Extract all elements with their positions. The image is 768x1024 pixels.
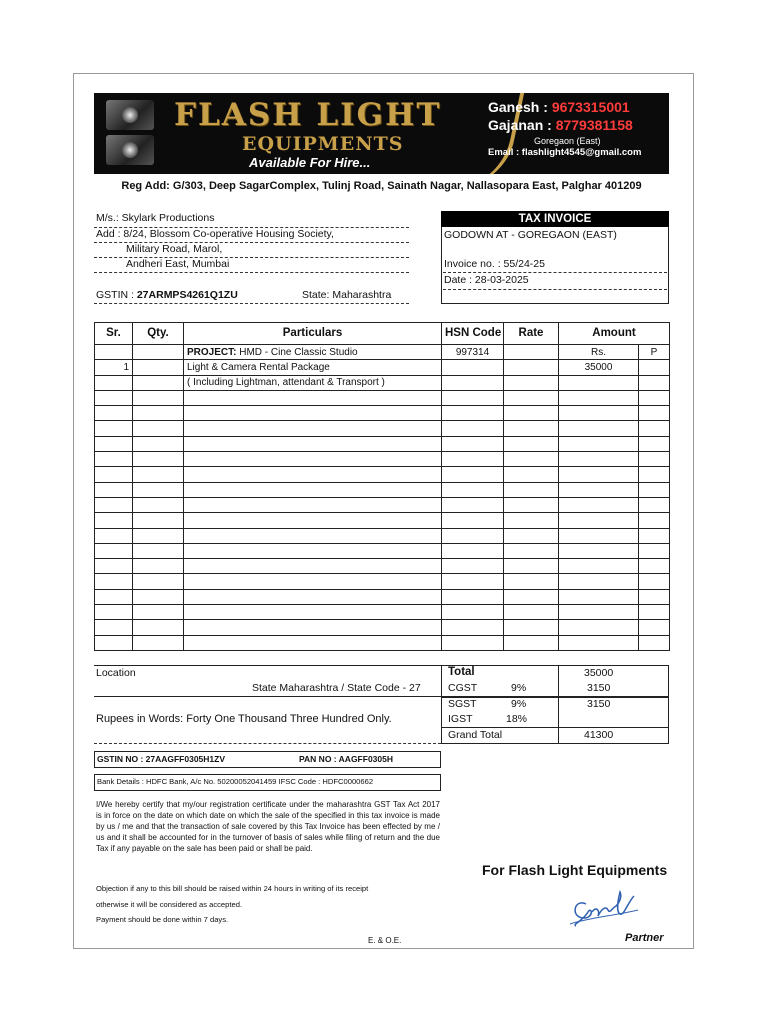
divider bbox=[94, 272, 409, 273]
objection-line2: otherwise it will be considered as accepted. bbox=[96, 900, 243, 909]
company-gstin: GSTIN NO : 27AAGFF0305H1ZV bbox=[97, 754, 226, 764]
empty-cell bbox=[504, 436, 559, 451]
empty-cell bbox=[559, 467, 639, 482]
email: Email : flashlight4545@gmail.com bbox=[488, 147, 642, 158]
empty-cell bbox=[442, 574, 504, 589]
table-row bbox=[95, 390, 670, 405]
empty-cell bbox=[639, 467, 670, 482]
empty-cell bbox=[184, 589, 442, 604]
grand-total-value: 41300 bbox=[584, 729, 614, 741]
cgst-value: 3150 bbox=[587, 682, 611, 694]
empty-cell bbox=[95, 467, 133, 482]
empty-cell bbox=[639, 497, 670, 512]
table-row bbox=[95, 345, 670, 360]
empty-cell bbox=[442, 421, 504, 436]
sgst-label: SGST bbox=[448, 698, 477, 710]
empty-cell bbox=[442, 589, 504, 604]
empty-cell bbox=[504, 559, 559, 574]
empty-cell bbox=[639, 406, 670, 421]
empty-cell bbox=[95, 436, 133, 451]
empty-cell bbox=[95, 543, 133, 558]
brand-name: FLASH LIGHT bbox=[174, 97, 442, 133]
cell-amount-rs: Rs. bbox=[559, 345, 639, 360]
header-hsn: HSN Code bbox=[442, 323, 504, 345]
table-header bbox=[95, 323, 670, 345]
empty-cell bbox=[504, 421, 559, 436]
tax-invoice-title: TAX INVOICE bbox=[441, 211, 669, 227]
contact-1: Ganesh : 9673315001 bbox=[488, 99, 630, 115]
cell-particulars: ( Including Lightman, attendant & Transport ) bbox=[184, 375, 442, 390]
cell-amount-rs: 35000 bbox=[559, 360, 639, 375]
empty-cell bbox=[639, 589, 670, 604]
total-label: Total bbox=[448, 666, 475, 678]
table-row bbox=[95, 482, 670, 497]
empty-cell bbox=[639, 635, 670, 650]
empty-cell bbox=[559, 406, 639, 421]
empty-cell bbox=[184, 390, 442, 405]
empty-cell bbox=[442, 497, 504, 512]
empty-cell bbox=[184, 605, 442, 620]
client-name: M/s.: Skylark Productions bbox=[96, 212, 215, 224]
table-row bbox=[95, 620, 670, 635]
table-row bbox=[95, 513, 670, 528]
empty-cell bbox=[559, 390, 639, 405]
empty-cell bbox=[95, 497, 133, 512]
empty-cell bbox=[442, 635, 504, 650]
empty-cell bbox=[442, 559, 504, 574]
empty-cell bbox=[504, 482, 559, 497]
objection-line1: Objection if any to this bill should be raised within 24 hours in writing of its receipt bbox=[96, 884, 369, 893]
empty-cell bbox=[184, 543, 442, 558]
empty-cell bbox=[639, 528, 670, 543]
empty-cell bbox=[639, 513, 670, 528]
table-row bbox=[95, 528, 670, 543]
empty-cell bbox=[95, 605, 133, 620]
cgst-label: CGST bbox=[448, 682, 478, 694]
table-row bbox=[95, 360, 670, 375]
igst-label: IGST bbox=[448, 713, 473, 725]
cell-hsn bbox=[442, 375, 504, 390]
cell-amount-p: P bbox=[639, 345, 670, 360]
light-icon bbox=[106, 135, 154, 165]
empty-cell bbox=[639, 436, 670, 451]
divider bbox=[443, 272, 667, 273]
empty-cell bbox=[504, 574, 559, 589]
empty-cell bbox=[133, 421, 184, 436]
empty-cell bbox=[504, 467, 559, 482]
empty-cell bbox=[133, 513, 184, 528]
empty-cell bbox=[639, 390, 670, 405]
igst-rate: 18% bbox=[506, 713, 528, 725]
empty-cell bbox=[133, 406, 184, 421]
empty-cell bbox=[133, 528, 184, 543]
signature bbox=[568, 888, 644, 928]
table-row bbox=[95, 589, 670, 604]
divider bbox=[94, 303, 409, 304]
items-table bbox=[94, 322, 670, 651]
empty-cell bbox=[442, 406, 504, 421]
cell-sr: 1 bbox=[95, 360, 133, 375]
registered-address: Reg Add: G/303, Deep SagarComplex, Tulinj Road, Sainath Nagar, Nallasopara East, Palghar 401209 bbox=[121, 180, 642, 192]
empty-cell bbox=[504, 406, 559, 421]
empty-cell bbox=[559, 482, 639, 497]
header-rate: Rate bbox=[504, 323, 559, 345]
tagline: Available For Hire... bbox=[249, 155, 371, 170]
empty-cell bbox=[639, 452, 670, 467]
empty-cell bbox=[133, 467, 184, 482]
empty-cell bbox=[504, 620, 559, 635]
cell-sr bbox=[95, 345, 133, 360]
divider bbox=[94, 743, 441, 744]
cgst-rate: 9% bbox=[511, 682, 527, 694]
empty-cell bbox=[95, 406, 133, 421]
empty-cell bbox=[184, 574, 442, 589]
empty-cell bbox=[184, 620, 442, 635]
table-row bbox=[95, 436, 670, 451]
cell-rate bbox=[504, 360, 559, 375]
camera-icon bbox=[106, 100, 154, 130]
empty-cell bbox=[559, 589, 639, 604]
empty-cell bbox=[133, 390, 184, 405]
partner-label: Partner bbox=[625, 932, 664, 944]
empty-cell bbox=[95, 390, 133, 405]
state-code: State Maharashtra / State Code - 27 bbox=[252, 682, 421, 694]
empty-cell bbox=[133, 452, 184, 467]
empty-cell bbox=[442, 436, 504, 451]
empty-cell bbox=[442, 513, 504, 528]
table-row bbox=[95, 375, 670, 390]
empty-cell bbox=[559, 497, 639, 512]
empty-cell bbox=[504, 497, 559, 512]
empty-cell bbox=[184, 467, 442, 482]
invoice-date: Date : 28-03-2025 bbox=[444, 274, 529, 286]
sgst-value: 3150 bbox=[587, 698, 611, 710]
empty-cell bbox=[133, 497, 184, 512]
cell-hsn bbox=[442, 360, 504, 375]
table-row bbox=[95, 559, 670, 574]
empty-cell bbox=[504, 513, 559, 528]
header-sr: Sr. bbox=[95, 323, 133, 345]
location-label: Location bbox=[96, 667, 136, 679]
empty-cell bbox=[95, 589, 133, 604]
empty-cell bbox=[95, 482, 133, 497]
company-banner bbox=[94, 93, 669, 174]
empty-cell bbox=[95, 452, 133, 467]
empty-cell bbox=[133, 436, 184, 451]
empty-cell bbox=[639, 559, 670, 574]
invoice-number: Invoice no. : 55/24-25 bbox=[444, 258, 545, 270]
empty-cell bbox=[559, 635, 639, 650]
empty-cell bbox=[639, 620, 670, 635]
divider bbox=[94, 665, 441, 666]
empty-cell bbox=[133, 635, 184, 650]
empty-cell bbox=[559, 513, 639, 528]
godown: GODOWN AT - GOREGAON (EAST) bbox=[444, 229, 617, 241]
empty-cell bbox=[184, 559, 442, 574]
empty-cell bbox=[504, 528, 559, 543]
table-row bbox=[95, 467, 670, 482]
empty-cell bbox=[559, 543, 639, 558]
empty-cell bbox=[133, 605, 184, 620]
empty-cell bbox=[504, 390, 559, 405]
empty-cell bbox=[639, 543, 670, 558]
empty-cell bbox=[559, 574, 639, 589]
empty-cell bbox=[184, 528, 442, 543]
divider bbox=[94, 696, 441, 697]
sgst-rate: 9% bbox=[511, 698, 527, 710]
empty-cell bbox=[442, 467, 504, 482]
table-row bbox=[95, 605, 670, 620]
empty-cell bbox=[504, 543, 559, 558]
cell-rate bbox=[504, 375, 559, 390]
table-row bbox=[95, 421, 670, 436]
client-address-line2: Military Road, Marol, bbox=[126, 243, 223, 255]
table-row bbox=[95, 497, 670, 512]
cell-hsn: 997314 bbox=[442, 345, 504, 360]
empty-cell bbox=[442, 528, 504, 543]
empty-cell bbox=[559, 421, 639, 436]
empty-cell bbox=[442, 543, 504, 558]
divider bbox=[558, 665, 559, 744]
amount-in-words: Rupees in Words: Forty One Thousand Three Hundred Only. bbox=[96, 713, 392, 725]
empty-cell bbox=[184, 406, 442, 421]
empty-cell bbox=[184, 436, 442, 451]
empty-cell bbox=[184, 497, 442, 512]
empty-cell bbox=[184, 635, 442, 650]
empty-cell bbox=[95, 421, 133, 436]
header-amount: Amount bbox=[559, 323, 670, 345]
certificate-text: I/We hereby certify that my/our registration certificate under the maharashtra GST Tax Act 2017 is in force on the date on which date on which the sale of the specified in this tax invoice is made by us / me and that the transaction of sale covered by this Tax Invoice has been effected by me / us and it shall be accounted for in the turnover of basis of sales while filing of return and the due Tax if any payable on the sale has been paid or shall be paid. bbox=[96, 800, 440, 853]
area: Goregaon (East) bbox=[534, 136, 601, 146]
divider bbox=[443, 289, 667, 290]
empty-cell bbox=[559, 436, 639, 451]
cell-amount-p bbox=[639, 360, 670, 375]
divider bbox=[441, 727, 669, 728]
eoe: E. & O.E. bbox=[368, 936, 402, 945]
company-pan: PAN NO : AAGFF0305H bbox=[299, 754, 393, 764]
table-row bbox=[95, 543, 670, 558]
cell-particulars: PROJECT: HMD - Cine Classic Studio bbox=[184, 345, 442, 360]
cell-qty bbox=[133, 375, 184, 390]
empty-cell bbox=[442, 605, 504, 620]
cell-qty bbox=[133, 360, 184, 375]
empty-cell bbox=[184, 482, 442, 497]
empty-cell bbox=[639, 482, 670, 497]
empty-cell bbox=[95, 513, 133, 528]
empty-cell bbox=[504, 635, 559, 650]
empty-cell bbox=[442, 482, 504, 497]
empty-cell bbox=[559, 605, 639, 620]
client-address-line3: Andheri East, Mumbai bbox=[126, 258, 230, 270]
empty-cell bbox=[639, 421, 670, 436]
empty-cell bbox=[504, 605, 559, 620]
table-row bbox=[95, 406, 670, 421]
for-company: For Flash Light Equipments bbox=[482, 862, 668, 878]
contact-2: Gajanan : 8779381158 bbox=[488, 117, 633, 133]
empty-cell bbox=[95, 574, 133, 589]
grand-total-label: Grand Total bbox=[448, 729, 503, 741]
header-qty: Qty. bbox=[133, 323, 184, 345]
empty-cell bbox=[133, 543, 184, 558]
table-row bbox=[95, 635, 670, 650]
empty-cell bbox=[559, 620, 639, 635]
empty-cell bbox=[504, 589, 559, 604]
cell-amount-rs bbox=[559, 375, 639, 390]
cell-particulars: Light & Camera Rental Package bbox=[184, 360, 442, 375]
empty-cell bbox=[95, 635, 133, 650]
total-value: 35000 bbox=[584, 667, 614, 679]
empty-cell bbox=[184, 513, 442, 528]
brand-subname: EQUIPMENTS bbox=[242, 133, 404, 155]
cell-sr bbox=[95, 375, 133, 390]
empty-cell bbox=[442, 390, 504, 405]
payment-terms: Payment should be done within 7 days. bbox=[96, 915, 229, 924]
empty-cell bbox=[559, 559, 639, 574]
empty-cell bbox=[95, 620, 133, 635]
cell-qty bbox=[133, 345, 184, 360]
empty-cell bbox=[133, 574, 184, 589]
empty-cell bbox=[95, 559, 133, 574]
empty-cell bbox=[133, 620, 184, 635]
empty-cell bbox=[639, 574, 670, 589]
empty-cell bbox=[133, 589, 184, 604]
client-gstin: GSTIN : 27ARMPS4261Q1ZU bbox=[96, 289, 238, 301]
table-row bbox=[95, 574, 670, 589]
cell-amount-p bbox=[639, 375, 670, 390]
empty-cell bbox=[95, 528, 133, 543]
empty-cell bbox=[559, 452, 639, 467]
bank-details: Bank Details : HDFC Bank, A/c No. 50200052041459 IFSC Code : HDFC0000662 bbox=[97, 777, 374, 786]
client-address-line1: Add : 8/24, Blossom Co-operative Housing Society, bbox=[96, 228, 334, 240]
table-row bbox=[95, 452, 670, 467]
empty-cell bbox=[184, 421, 442, 436]
empty-cell bbox=[184, 452, 442, 467]
empty-cell bbox=[442, 452, 504, 467]
empty-cell bbox=[504, 452, 559, 467]
empty-cell bbox=[559, 528, 639, 543]
empty-cell bbox=[639, 605, 670, 620]
client-state: State: Maharashtra bbox=[302, 289, 392, 301]
empty-cell bbox=[442, 620, 504, 635]
empty-cell bbox=[133, 559, 184, 574]
header-particulars: Particulars bbox=[184, 323, 442, 345]
empty-cell bbox=[133, 482, 184, 497]
cell-rate bbox=[504, 345, 559, 360]
